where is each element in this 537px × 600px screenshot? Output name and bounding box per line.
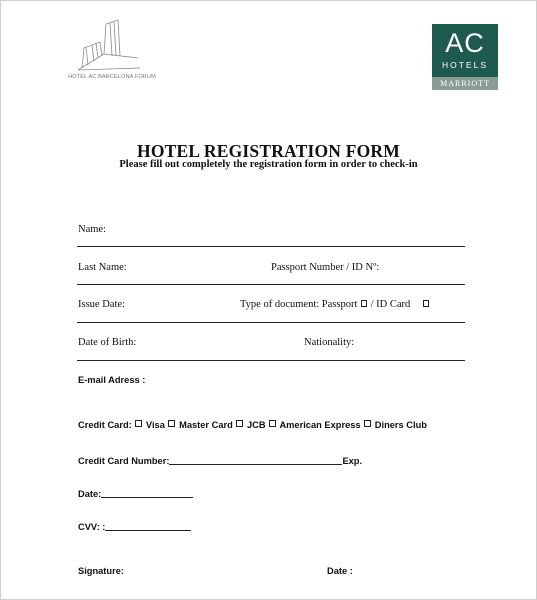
diners-checkbox[interactable] bbox=[364, 420, 371, 427]
name-label: Name: bbox=[78, 224, 106, 235]
dob-field[interactable] bbox=[77, 360, 465, 361]
date-field[interactable] bbox=[101, 488, 193, 498]
id-card-label: / ID Card bbox=[370, 299, 411, 310]
id-card-checkbox[interactable] bbox=[423, 300, 429, 307]
hotel-logo bbox=[56, 18, 166, 88]
passport-checkbox[interactable] bbox=[361, 300, 367, 307]
date-row bbox=[78, 488, 193, 499]
passport-label: Passport Number / ID Nº: bbox=[271, 262, 380, 273]
mastercard-checkbox[interactable] bbox=[168, 420, 175, 427]
cc-option-diners: Diners Club bbox=[374, 420, 427, 430]
email-label: E-mail Adress : bbox=[78, 375, 146, 385]
last-name-field[interactable] bbox=[77, 284, 465, 285]
brand-sub-text: HOTELS bbox=[441, 60, 488, 70]
cc-option-jcb: JCB bbox=[247, 420, 266, 430]
credit-card-row bbox=[78, 420, 427, 430]
date-label: Date: bbox=[78, 489, 102, 499]
building-icon bbox=[74, 18, 144, 74]
issue-date-label: Issue Date: bbox=[78, 299, 125, 310]
nationality-label: Nationality: bbox=[304, 337, 355, 348]
visa-checkbox[interactable] bbox=[135, 420, 142, 427]
doc-type-row bbox=[240, 299, 430, 310]
form-title: HOTEL REGISTRATION FORM bbox=[137, 141, 400, 161]
jcb-checkbox[interactable] bbox=[236, 420, 243, 427]
amex-checkbox[interactable] bbox=[269, 420, 276, 427]
cvv-field[interactable] bbox=[105, 521, 191, 531]
cvv-row bbox=[78, 521, 191, 532]
last-name-label: Last Name: bbox=[78, 262, 127, 273]
credit-card-label: Credit Card: bbox=[78, 420, 132, 430]
issue-date-field[interactable] bbox=[77, 322, 465, 323]
name-field[interactable] bbox=[77, 246, 465, 247]
form-subtitle: Please fill out completely the registration form in order to check-in bbox=[119, 159, 418, 170]
signature-label: Signature: bbox=[78, 566, 124, 576]
hotel-logo-text: HOTEL AC BARCELONA FORUM bbox=[68, 74, 156, 80]
dob-label: Date of Birth: bbox=[78, 337, 137, 348]
brand-main-text: AC bbox=[445, 28, 485, 58]
cc-option-amex: American Express bbox=[279, 420, 361, 430]
cc-option-visa: Visa bbox=[145, 420, 165, 430]
cc-exp-label: Exp. bbox=[342, 456, 363, 466]
cc-number-field[interactable] bbox=[169, 455, 342, 465]
cvv-label: CVV: : bbox=[78, 522, 106, 532]
cc-option-mastercard: Master Card bbox=[179, 420, 233, 430]
brand-parent-text: MARRIOTT bbox=[440, 79, 490, 88]
ac-hotels-logo bbox=[432, 24, 498, 90]
signature-date-label: Date : bbox=[327, 566, 353, 576]
cc-number-row bbox=[78, 455, 362, 466]
doc-type-label: Type of document: Passport bbox=[240, 299, 358, 310]
cc-number-label: Credit Card Number: bbox=[78, 456, 170, 466]
